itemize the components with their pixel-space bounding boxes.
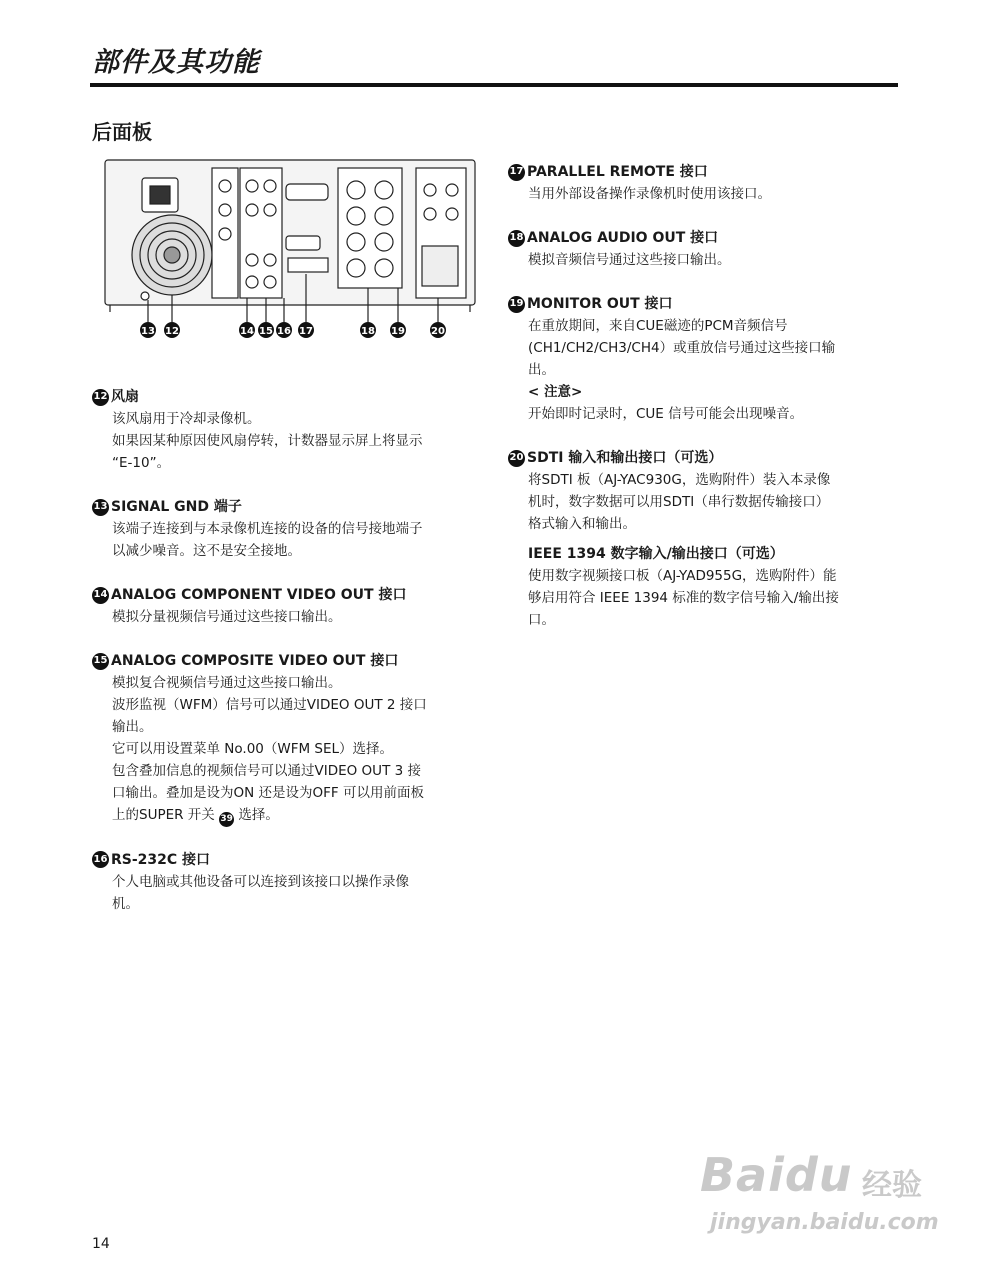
section-title: 后面板 bbox=[92, 120, 152, 144]
callout-14: 14 bbox=[240, 326, 254, 337]
item-title: ANALOG COMPOSITE VIDEO OUT 接口 bbox=[111, 653, 399, 669]
item-text-pre: 上的SUPER 开关 bbox=[112, 807, 215, 823]
item-number: 18 bbox=[508, 230, 525, 247]
item-title: MONITOR OUT 接口 bbox=[527, 296, 673, 312]
item-text: 机。 bbox=[112, 895, 139, 912]
callout-19: 19 bbox=[391, 326, 405, 337]
callout-18: 18 bbox=[361, 326, 375, 337]
item-monitor-out bbox=[508, 293, 902, 425]
item-title: PARALLEL REMOTE 接口 bbox=[527, 164, 708, 180]
item-title: RS-232C 接口 bbox=[111, 851, 211, 868]
page-number: 14 bbox=[92, 1236, 110, 1252]
sub-title: IEEE 1394 数字输入/输出接口（可选） bbox=[528, 546, 784, 562]
item-text: 够启用符合 IEEE 1394 标准的数字信号输入/输出接 bbox=[528, 590, 839, 606]
item-text: (CH1/CH2/CH3/CH4）或重放信号通过这些接口输 bbox=[528, 340, 836, 356]
signal-gnd-terminal bbox=[141, 292, 149, 300]
item-fan bbox=[92, 386, 488, 474]
item-number: 16 bbox=[92, 851, 109, 868]
item-number: 15 bbox=[92, 653, 109, 670]
note-text: 开始即时记录时，CUE 信号可能会出现噪音。 bbox=[528, 406, 804, 422]
item-text: 口输出。叠加是设为ON 还是设为OFF 可以用前面板 bbox=[112, 785, 424, 801]
page-title: 部件及其功能 bbox=[92, 47, 260, 78]
item-text: 该端子连接到与本录像机连接的设备的信号接地端子 bbox=[112, 521, 423, 537]
item-text: 包含叠加信息的视频信号可以通过VIDEO OUT 3 接 bbox=[112, 763, 421, 779]
callout-13: 13 bbox=[141, 326, 155, 337]
item-title: ANALOG COMPONENT VIDEO OUT 接口 bbox=[111, 587, 407, 603]
item-text: 输出。 bbox=[112, 719, 153, 735]
item-text: 模拟复合视频信号通过这些接口输出。 bbox=[112, 675, 342, 691]
item-title: SIGNAL GND 端子 bbox=[111, 499, 242, 515]
item-title: SDTI 输入和输出接口（可选） bbox=[527, 450, 723, 466]
item-text: 该风扇用于冷却录像机。 bbox=[112, 411, 261, 427]
watermark-url: jingyan.baidu.com bbox=[710, 1210, 939, 1235]
ref-number: 39 bbox=[219, 812, 234, 827]
item-parallel-remote bbox=[508, 161, 902, 205]
note-title: < 注意> bbox=[528, 384, 583, 400]
item-text: 以减少噪音。这不是安全接地。 bbox=[112, 543, 301, 559]
item-text: 口。 bbox=[528, 612, 555, 628]
rs232c-connector bbox=[286, 236, 320, 250]
item-text-post: 选择。 bbox=[234, 807, 279, 823]
item-signal-gnd bbox=[92, 496, 488, 562]
item-analog-audio-out bbox=[508, 227, 902, 271]
callout-12: 12 bbox=[165, 326, 179, 337]
parallel-remote-connector bbox=[286, 184, 328, 200]
item-text: 出。 bbox=[528, 362, 555, 378]
item-text: 使用数字视频接口板（AJ-YAD955G，选购附件）能 bbox=[528, 568, 837, 584]
item-text: 在重放期间，来自CUE磁迹的PCM音频信号 bbox=[528, 318, 788, 334]
item-title: ANALOG AUDIO OUT 接口 bbox=[527, 230, 719, 246]
rear-panel-figure bbox=[100, 150, 480, 350]
item-text: 将SDTI 板（AJ-YAC930G，选购附件）装入本录像 bbox=[528, 472, 831, 488]
item-text: 个人电脑或其他设备可以连接到该接口以操作录像 bbox=[112, 873, 409, 890]
item-rs232c bbox=[92, 849, 488, 915]
item-number: 19 bbox=[508, 296, 525, 313]
item-text: “E-10”。 bbox=[112, 455, 171, 471]
item-component-video-out bbox=[92, 584, 488, 628]
watermark-cn: 经验 bbox=[862, 1168, 922, 1203]
title-rule bbox=[90, 83, 898, 87]
item-text: 模拟分量视频信号通过这些接口输出。 bbox=[112, 609, 342, 625]
baidu-watermark bbox=[690, 1130, 960, 1240]
callout-17: 17 bbox=[299, 326, 313, 337]
item-text: 模拟音频信号通过这些接口输出。 bbox=[528, 252, 731, 268]
left-column bbox=[92, 386, 488, 937]
item-text bbox=[92, 804, 488, 827]
callout-15: 15 bbox=[259, 326, 273, 337]
item-sdti bbox=[508, 447, 902, 631]
watermark-brand: Baidu bbox=[700, 1148, 853, 1202]
right-column bbox=[508, 161, 902, 653]
callout-20: 20 bbox=[431, 326, 445, 337]
item-text: 当用外部设备操作录像机时使用该接口。 bbox=[528, 186, 771, 202]
item-text: 它可以用设置菜单 No.00（WFM SEL）选择。 bbox=[112, 741, 394, 757]
component-video-block bbox=[212, 168, 238, 298]
item-text: 如果因某种原因使风扇停转，计数器显示屏上将显示 bbox=[112, 433, 423, 449]
item-title: 风扇 bbox=[111, 389, 139, 405]
item-number: 17 bbox=[508, 164, 525, 181]
item-text: 波形监视（WFM）信号可以通过VIDEO OUT 2 接口 bbox=[112, 697, 427, 713]
item-text: 格式输入和输出。 bbox=[528, 516, 636, 532]
item-number: 20 bbox=[508, 450, 525, 467]
callout-16: 16 bbox=[277, 326, 291, 337]
item-number: 13 bbox=[92, 499, 109, 516]
item-text: 机时，数字数据可以用SDTI（串行数据传输接口） bbox=[528, 494, 830, 510]
item-number: 14 bbox=[92, 587, 109, 604]
item-composite-video-out bbox=[92, 650, 488, 827]
item-number: 12 bbox=[92, 389, 109, 406]
